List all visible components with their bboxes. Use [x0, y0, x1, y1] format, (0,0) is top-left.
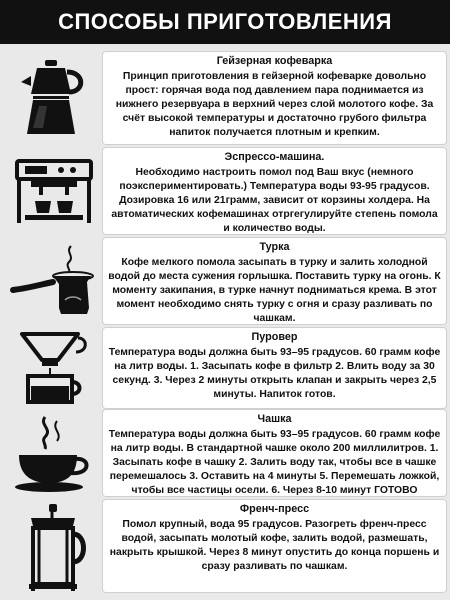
- method-description: Кофе мелкого помола засыпать в турку и залить холодной водой до места сужения горлышка. Поставить турку на огонь. К моменту закипания, в турке начнут подниматься крема. В этот момент необходимо снять турку с огня и сразу разливать по чашкам.: [108, 256, 441, 325]
- method-card: [103, 148, 446, 234]
- pour-over-icon: [8, 328, 100, 408]
- method-moka-pot: [0, 52, 450, 144]
- header-bar: [0, 0, 450, 44]
- method-card: [103, 410, 446, 496]
- method-description: Температура воды должна быть 93–95 градусов. 60 грамм кофе на литр воды. 1. Засыпать кофе в фильтр 2. Влить воду за 30 секунд. 3. Через 2 минуты открыть клапан и закрыть через 2,5 минуты. Напиток готов.: [108, 346, 441, 401]
- method-description: Необходимо настроить помол под Ваш вкус (немного поэкспериментировать.) Температура воды 93-95 градусов. Дозировка 16 или 21грамм, зависит от корзины холдера. На автоматических кофемашинах отргегулируйте степень помола и количество воды.: [111, 166, 438, 235]
- method-pour-over: [0, 328, 450, 408]
- method-description: Температура воды должна быть 93–95 градусов. 60 грамм кофе на литр воды. В стандартной чашке около 200 миллилитров. 1. Засыпать кофе в чашку 2. Залить воду так, чтобы все в чашке перемешалось 3. Оставить на 4 минуты 5. Перемешать ложкой, чтобы все частицы осели. 6. Через 8-10 минут ГОТОВО: [108, 428, 441, 497]
- method-card: [103, 328, 446, 408]
- method-title: Френч-пресс: [239, 503, 310, 515]
- french-press-icon: [8, 502, 100, 592]
- method-title: Пуровер: [251, 331, 298, 343]
- cezve-icon: [8, 242, 100, 322]
- coffee-cup-icon: [8, 412, 100, 496]
- method-card: [103, 500, 446, 592]
- page-title: СПОСОБЫ ПРИГОТОВЛЕНИЯ: [58, 9, 392, 34]
- method-cup: [0, 410, 450, 496]
- method-title: Чашка: [257, 413, 292, 425]
- method-title: Гейзерная кофеварка: [216, 55, 333, 67]
- method-description: Помол крупный, вода 95 градусов. Разогреть френч-пресс водой, засыпать молотый кофе, залить водой, размешать, накрыть крышкой. Через 8 минут опустить до конца поршень и сразу разливать по чашкам.: [109, 518, 440, 573]
- method-title: Турка: [259, 241, 290, 253]
- method-cezve: [0, 238, 450, 324]
- method-card: [103, 52, 446, 144]
- method-espresso-machine: [0, 148, 450, 234]
- method-description: Принцип приготовления в гейзерной кофеварке довольно прост: горячая вода под давлением пара поднимается из нижнего резервуара в верхний через слой молотого кофе. За счёт высокой температуры и достаточно грубого фильтра напиток получается плотным и крепким.: [115, 70, 434, 139]
- moka-pot-icon: [8, 58, 100, 138]
- method-french-press: [0, 500, 450, 596]
- method-title: Эспрессо-машина.: [224, 151, 325, 163]
- espresso-machine-icon: [8, 154, 100, 230]
- method-card: [103, 238, 446, 324]
